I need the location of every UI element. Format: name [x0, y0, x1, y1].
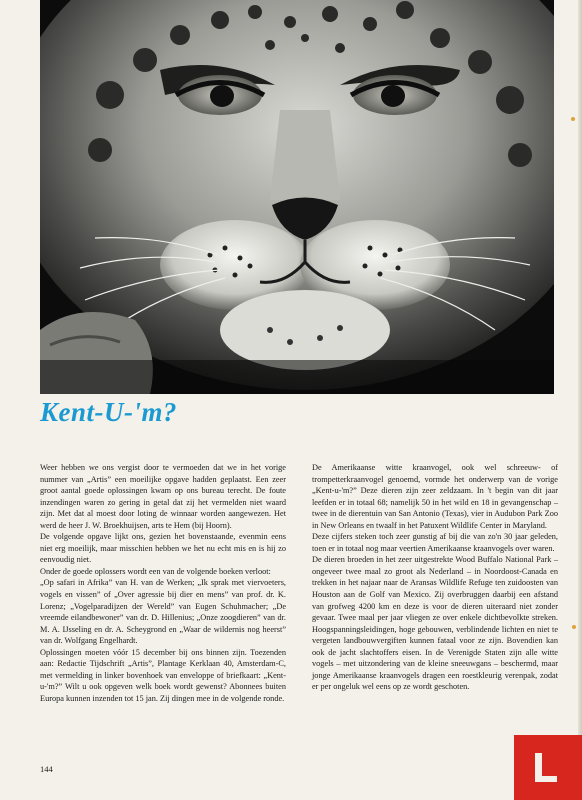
- snow-leopard-photo: [40, 0, 554, 394]
- paragraph: „Op safari in Afrika” van H. van de Werken; „Ik sprak met viervoeters, vogels en vissen” of „Over agressie bij dier en mens” van prof. dr. K. Lorenz; „Vogelparadijzen der Wereld” van Eugen Schuhmacher; „De vreemde eilandbewoner” van dr. D. Hillenius; „Onze zoogdieren” van dr. M. A. IJsseling en dr. A. Scheygrond en „Waar de wildernis nog heerst” van dr. Wolfgang Engelhardt.: [40, 578, 286, 646]
- paragraph: Deze cijfers steken toch zeer gunstig af bij die van zo'n 30 jaar geleden, toen er in totaal nog maar veertien Amerikaanse kraanvogels over waren.: [312, 532, 558, 553]
- page-edge: [578, 0, 582, 800]
- paragraph: Weer hebben we ons vergist door te vermoeden dat we in het vorige nummer van „Artis” een moeilijke opgave hadden geplaatst. Een zeer groot aantal goede oplossingen kwam op ons bureau terecht. De foute inzendingen waren zo gering in getal dat zij het vermelden niet waard zijn. Met dat al moest door loting de winnaar worden aangewezen. Het werd de heer J. W. Broekhuijsen, arts te Hem (bij Hoorn).: [40, 463, 286, 530]
- paragraph: Onder de goede oplossers wordt een van de volgende boeken verloot:: [40, 566, 271, 576]
- paragraph: Oplossingen moeten vóór 15 december bij ons binnen zijn. Toezenden aan: Redactie Tijdschrift „Artis”, Plantage Kerklaan 40, Amsterdam-C, met vermelding in linker bovenhoek van enveloppe of briefkaart: „Kent-u-'m?” Wilt u ook opgeven welk boek wordt gewenst? Abonnees buiten Europa kunnen inzenden tot 15 jan. Zij dingen mee in de volgende ronde.: [40, 647, 286, 703]
- paragraph: De volgende opgave lijkt ons, gezien het bovenstaande, evenmin eens niet erg moeilijk, maar misschien hebben we het nu echt mis en is hij zo eenvoudig niet.: [40, 532, 286, 565]
- right-column: [312, 462, 558, 693]
- left-column: [40, 462, 286, 704]
- paragraph: De Amerikaanse witte kraanvogel, ook wel schreeuw- of trompetterkraanvogel genoemd, vormde het onderwerp van de vorige „Kent-u-'m?” Deze dieren zijn zeer zeldzaam. In 't begin van dit jaar leefden er in totaal 68; namelijk 50 in het wild en 18 in gevangenschap – twee in de dierentuin van San Antonio (Texas), vier in Audubon Park Zoo in New Orleans en twaalf in het Patuxent Wildlife Center in Maryland.: [312, 463, 558, 530]
- l-logo-icon: [531, 749, 561, 785]
- page-number: 144: [40, 764, 53, 774]
- stain-mark: [572, 625, 576, 629]
- stain-mark: [571, 117, 575, 121]
- seller-logo: [514, 735, 582, 800]
- paragraph: De dieren broeden in het zeer uitgestrekte Wood Buffalo National Park – ongeveer twee maal zo groot als Nederland – in Noordoost-Canada en trekken in het najaar naar de Aransas Wildlife Refuge ten zuidoosten van Houston aan de Golf van Mexico. Zij overbruggen daarbij een afstand van grofweg 4200 km en deze is voor de dieren uiteraard niet zonder gevaar. Twee maal per jaar vliegen ze over enkele dichtbevolkte streken. Hoogspanningsleidingen, hoge gebouwen, verblindende lichten en niet te vergeten landbouwvergiften kunnen fataal voor ze zijn. Bovendien kan ook de jacht slachtoffers eisen. In de Verenigde Staten zijn alle witte vogels – met uitzondering van de kleine sneeuwgans – beschermd, maar jonge Amerikaanse kraanvogels dragen een roestkleurig verenpak, zodat er per ongeluk wel eens op ze wordt geschoten.: [312, 555, 558, 692]
- article-title: Kent-U-'m?: [40, 397, 177, 427]
- snow-leopard-illustration: [40, 0, 554, 394]
